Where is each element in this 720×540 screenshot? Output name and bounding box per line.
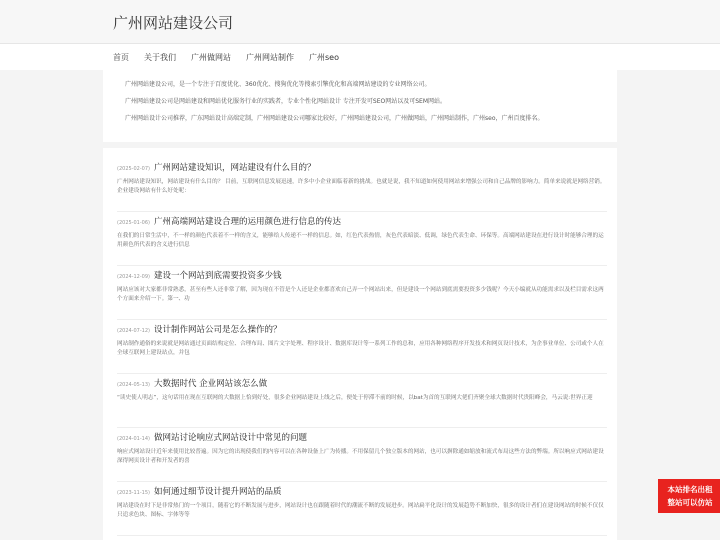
article-summary: 网站应该对大家都非常熟悉，甚至有些人还非常了解，因为现在不管是个人还是企业都喜欢自己弄一个网站出来，但是建设一个网站到底需要投资多少钱呢？今天小编就从功能需求以及栏目需求这两个方面来介绍一下。第一、功	[117, 287, 604, 302]
article-date: (2024-05-13)	[117, 382, 150, 388]
intro-panel	[103, 70, 617, 142]
main-nav	[0, 44, 720, 70]
article-list	[103, 148, 617, 540]
float-ad-button[interactable]	[658, 479, 720, 513]
list-item	[117, 320, 607, 374]
article-date: (2024-12-09)	[117, 274, 150, 280]
article-summary: 广州网站建设知识，网站建设有什么目的？ 目前，互联网信息发展迅速，许多中小企业面临着新的挑战。也就是说，我不知道如何使用网站来增强公司和自己品牌的影响力。简单来说就是网络营销。企业建设网站有什么好处呢：	[117, 179, 606, 194]
article-summary: “读史使人明志”，这句话用在现在互联网的大数据上恰到好处，很多企业网站建设上线之后，便处于停滞不前的时候，以bat为首的互联网大佬们齐聚全球大数据时代贵阳峰会，马云说:世界正迎	[117, 395, 593, 401]
intro-text: 广州网站设计公司推荐，广东网站设计高端定制，广州网站建设公司哪家比较好，广州网站建设公司，广州做网站，广州网站制作，广州seo，广州百度排名。	[125, 115, 544, 122]
nav-item-build[interactable]: 广州做网站	[191, 53, 231, 62]
intro-text: 广州网站建设公司，是一个专注于百度优化、360优化、搜狗优化等搜索引擎优化和高端网站建设的专业网络公司。	[125, 81, 431, 88]
article-title-link[interactable]: 大数据时代 企业网站该怎么做	[153, 379, 268, 389]
article-title-link[interactable]: 做网站讨论响应式网站设计中常见的问题	[153, 433, 307, 443]
article-title-link[interactable]: 广州高端网站建设合理的运用颜色进行信息的传达	[153, 217, 341, 227]
list-item	[117, 428, 607, 482]
article-summary: 响应式网站设计近年来使用比较普遍。因为它的出现使我们的内容可以在各种设备上广为传播。不用保留几个独立版本的网站，也可以摒除通如缩放和流式布局这些方法的弊端。所以响应式网站建设深得网页设计者和开发者的喜	[117, 449, 604, 464]
article-summary: 网站制作通俗的来说就是网站通过页面结构定位、合理布局、图片文字处理、程序设计、数据库设计等一系列工作的总和，应用各种网络程序开发技术和网页设计技术，为企事业单位、公司或个人在全球互联网上建设站点，并包	[117, 341, 604, 356]
site-header	[0, 0, 720, 44]
list-item	[117, 374, 607, 428]
list-item	[117, 266, 607, 320]
list-item	[117, 158, 607, 212]
float-ad-line: 本站排名出租	[667, 485, 713, 494]
nav-item-home[interactable]: 首页	[113, 53, 129, 62]
article-title-link[interactable]: 如何通过细节设计提升网站的品质	[153, 487, 282, 497]
nav-item-make[interactable]: 广州网站制作	[246, 53, 294, 62]
article-title-link[interactable]: 建设一个网站到底需要投资多少钱	[153, 271, 282, 281]
article-summary: 网站建设在时下是非常热门的一个项目，随着它的不断发展与进步，网站设计也在跟随着时代的潮流不断的发展进步。网站扁平化设计的发展趋势不断加快，很多的设计者们在建设网站的时候不仅仅只追求色块、图标、字体等等	[117, 503, 604, 518]
intro-text: 广州网站建设公司是网站建设和网站优化服务行业的实践者，专业个性化网站设计 专注开发可SEO网站以及可SEM网站。	[125, 98, 447, 105]
float-ad-line: 整站可以仿站	[667, 498, 713, 507]
site-title[interactable]: 广州网站建设公司	[113, 14, 234, 32]
article-date: (2024-07-12)	[117, 328, 150, 334]
nav-item-about[interactable]: 关于我们	[144, 53, 176, 62]
article-date: (2023-11-15)	[117, 490, 150, 496]
article-date: (2025-02-07)	[117, 166, 150, 172]
nav-item-seo[interactable]: 广州seo	[309, 53, 339, 62]
article-date: (2025-01-06)	[117, 220, 150, 226]
article-summary: 在我们的日常生活中，不一样的颜色代表着不一样的含义，能够给人传递不一样的信息。如，红色代表热情，灰色代表暗淡、低调，绿色代表生命、环保等。高端网站建设在进行设计时能够合理的运用颜色所代表的含义进行信息	[117, 233, 604, 248]
article-title-link[interactable]: 设计制作网站公司是怎么操作的？	[153, 325, 282, 335]
article-date: (2024-01-14)	[117, 436, 150, 442]
article-title-link[interactable]: 广州网站建设知识，网站建设有什么目的？	[153, 163, 316, 173]
list-item	[117, 482, 607, 536]
list-item	[117, 212, 607, 266]
